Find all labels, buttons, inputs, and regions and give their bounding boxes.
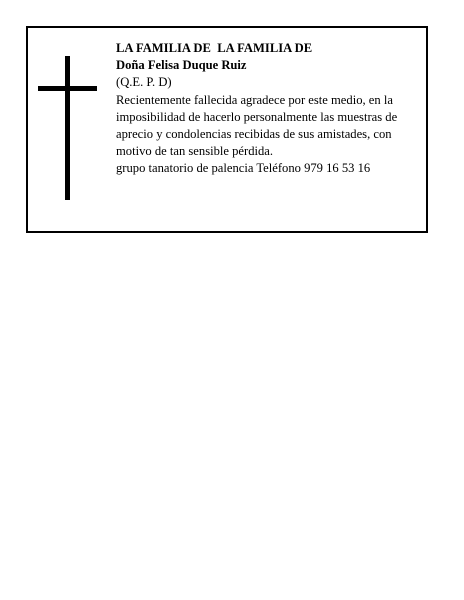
notice-heading: LA FAMILIA DE LA FAMILIA DE [116, 41, 313, 55]
obituary-notice [26, 26, 428, 233]
notice-message: Recientemente fallecida agradece por este medio, en la imposibilidad de hacerlo personalmente las muestras de aprecio y condolencias recibidas de sus amistades, con motivo de tan sensible pérdida. [116, 92, 401, 159]
cross-vertical-bar [65, 56, 70, 200]
funeral-home-contact: grupo tanatorio de palencia Teléfono 979 16 53 16 [116, 161, 371, 176]
deceased-name: Doña Felisa Duque Ruiz [116, 58, 247, 73]
cross-horizontal-bar [38, 86, 97, 91]
notice-text [116, 40, 422, 178]
cross-icon [38, 56, 100, 200]
qepd-label: (Q.E. P. D) [116, 75, 172, 90]
